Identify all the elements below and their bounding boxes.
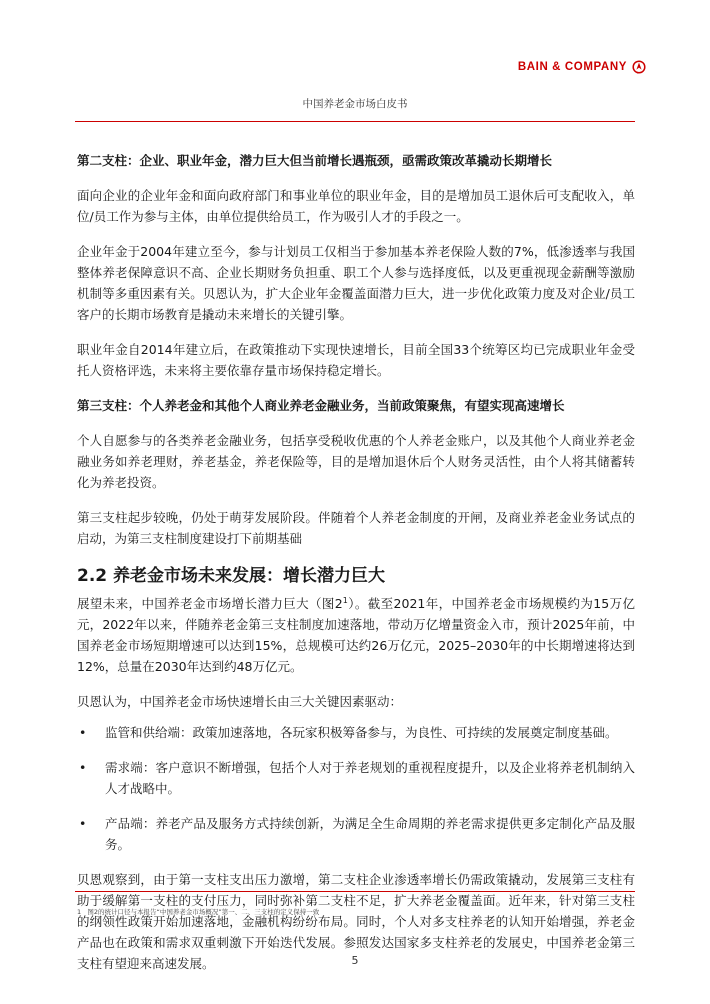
pillar3-paragraph-1: 个人自愿参与的各类养老金融业务，包括享受税收优惠的个人养老金账户，以及其他个人商业养老金融业务如养老理财，养老基金，养老保险等，目的是增加退休后个人财务灵活性，由个人将其储蓄转化为养老投资。 (77, 433, 635, 490)
list-item-text: 监管和供给端：政策加速落地，各玩家积极筹备参与，为良性、可持续的发展奠定制度基础。 (105, 725, 618, 740)
footnote-divider (75, 891, 635, 892)
list-item (77, 813, 635, 855)
list-item-text: 产品端：养老产品及服务方式持续创新，为满足全生命周期的养老需求提供更多定制化产品及服务。 (105, 816, 635, 852)
bain-logo (518, 60, 646, 74)
section-2-2-paragraph-3: 贝恩观察到，由于第一支柱支出压力激增，第二支柱企业渗透率增长仍需政策撬动，发展第三支柱有助于缓解第一支柱的支付压力，同时弥补第二支柱不足，扩大养老金覆盖面。近年来，针对第三支柱的纲领性政策开始加速落地，金融机构纷纷布局。同时，个人对多支柱养老的认知开始增强，养老金产品也在政策和需求双重刺激下开始迭代发展。参照发达国家多支柱养老的发展史，中国养老金第三支柱有望迎来高速发展。 (77, 872, 635, 971)
bullet-icon: • (79, 725, 87, 740)
footnote-reference: 1 (342, 595, 348, 605)
compass-logo-icon (632, 60, 646, 74)
driver-list (77, 722, 635, 855)
para-text-before-ref: 展望未来，中国养老金市场增长潜力巨大（图2 (77, 596, 343, 611)
pillar3-paragraph-2: 第三支柱起步较晚，仍处于萌芽发展阶段。伴随着个人养老金制度的开闸，及商业养老金业务试点的启动，为第三支柱制度建设打下前期基础 (77, 510, 635, 546)
page-number: 5 (351, 954, 359, 967)
section-2-2-paragraph-1 (77, 593, 635, 677)
pillar2-paragraph-3: 职业年金自2014年建立后，在政策推动下实现快速增长，目前全国33个统筹区均已完成职业年金受托人资格评选，未来将主要依靠存量市场保持稳定增长。 (77, 342, 635, 378)
para-text-after-ref: ）。截至2021年，中国养老金市场规模约为15万亿元，2022年以来，伴随养老金第三支柱制度加速落地，带动万亿增量资金入市，预计2025年前，中国养老金市场短期增速可以达到15%，总规模可达约26万亿元，2025–2030年的中长期增速将达到12%，总量在2030年达到约48万亿元。 (77, 596, 635, 674)
list-item (77, 757, 635, 799)
bullet-icon: • (79, 760, 87, 775)
section-2-2-paragraph-2: 贝恩认为，中国养老金市场快速增长由三大关键因素驱动： (77, 694, 403, 709)
pillar2-paragraph-2: 企业年金于2004年建立至今，参与计划员工仅相当于参加基本养老保险人数的7%，低渗透率与我国整体养老保障意识不高、企业长期财务负担重、职工个人参与选择度低，以及更重视现金薪酬等激励机制等多重因素有关。贝恩认为，扩大企业年金覆盖面潜力巨大，进一步优化政策力度及对企业/员工客户的长期市场教育是撬动未来增长的关键引擎。 (77, 244, 635, 322)
header-divider (75, 121, 635, 122)
pillar2-heading: 第二支柱：企业、职业年金，潜力巨大但当前增长遇瓶颈，亟需政策改革撬动长期增长 (77, 153, 553, 168)
footnote-text: 图2的统计口径与本报告“中国养老金市场概况”第一、二、三支柱的定义保持一致 (87, 908, 320, 916)
list-item-text: 需求端：客户意识不断增强，包括个人对于养老规划的重视程度提升，以及企业将养老机制纳入人才战略中。 (105, 760, 635, 796)
footnote (77, 907, 319, 916)
pillar3-heading: 第三支柱：个人养老金和其他个人商业养老金融业务，当前政策聚焦，有望实现高速增长 (77, 398, 565, 413)
section-2-2-heading: 2.2 养老金市场未来发展：增长潜力巨大 (77, 566, 386, 586)
brand-name: BAIN & COMPANY (517, 61, 627, 73)
pillar2-paragraph-1: 面向企业的企业年金和面向政府部门和事业单位的职业年金，目的是增加员工退休后可支配收入，单位/员工作为参与主体，由单位提供给员工，作为吸引人才的手段之一。 (77, 188, 635, 224)
list-item (77, 722, 635, 743)
document-title: 中国养老金市场白皮书 (302, 98, 408, 110)
footnote-marker: 1 (77, 908, 82, 916)
main-content (77, 150, 635, 974)
bullet-icon: • (79, 816, 87, 831)
